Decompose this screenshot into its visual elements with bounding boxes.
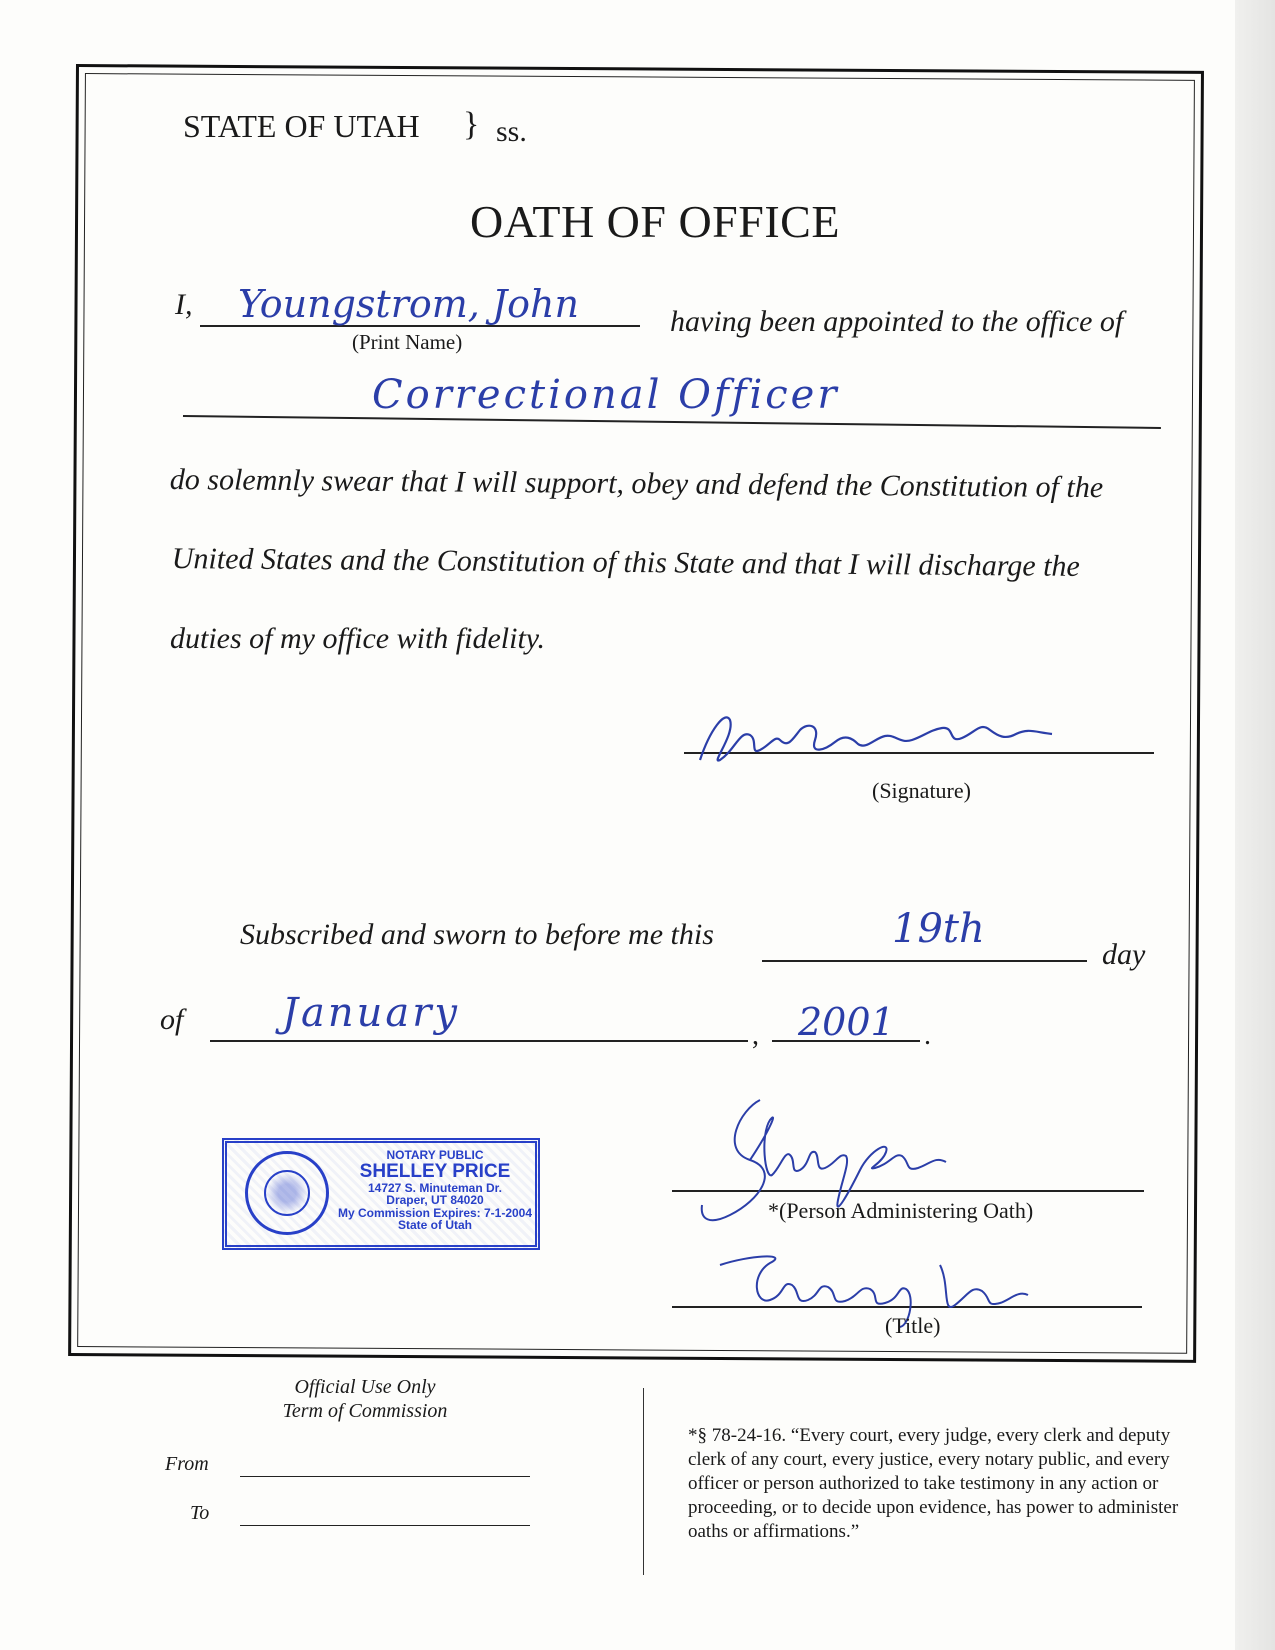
from-label: From	[165, 1453, 209, 1475]
oath-body-line-3: duties of my office with fidelity.	[170, 622, 545, 655]
handwritten-month: January	[282, 990, 460, 1036]
stamp-notary-public: NOTARY PUBLIC	[386, 1148, 484, 1162]
appointed-text: having been appointed to the office of	[670, 305, 1124, 338]
administering-caption: *(Person Administering Oath)	[768, 1198, 1034, 1223]
brace-symbol: }	[463, 106, 480, 143]
state-seal-icon	[245, 1151, 329, 1235]
notary-signature-scribble	[690, 1090, 990, 1260]
to-label: To	[190, 1502, 210, 1524]
day-line	[762, 960, 1087, 962]
page-title: OATH OF OFFICE	[470, 196, 840, 247]
from-line[interactable]	[240, 1476, 530, 1477]
subscribed-text: Subscribed and sworn to before me this	[240, 918, 714, 951]
seal-center	[264, 1170, 310, 1216]
oath-body-line-1: do solemnly swear that I will support, obey and defend the Constitution of the	[169, 463, 1104, 505]
period: .	[924, 1020, 931, 1051]
stamp-text-block	[337, 1149, 533, 1232]
official-use-heading: Official Use Only	[294, 1376, 436, 1398]
to-line[interactable]	[240, 1525, 530, 1526]
i-label: I,	[175, 288, 193, 321]
of-label: of	[160, 1003, 184, 1036]
handwritten-day: 19th	[892, 906, 985, 952]
stamp-address: 14727 S. Minuteman Dr.	[367, 1180, 503, 1195]
handwritten-year: 2001	[798, 1000, 895, 1044]
statute-footnote: *§ 78-24-16. “Every court, every judge, every clerk and deputy clerk of any court, every justice, every notary public, and every officer or person authorized to take testimony in any action or proceeding, or to decide upon evidence, has power to administer oaths or affirmations.”	[688, 1425, 1179, 1542]
title-caption: (Title)	[885, 1313, 941, 1338]
handwritten-name: Youngstrom, John	[238, 282, 579, 326]
signature-caption: (Signature)	[872, 778, 971, 803]
comma: ,	[752, 1020, 759, 1051]
stamp-city: Draper, UT 84020	[386, 1193, 484, 1208]
month-line	[210, 1040, 748, 1042]
print-name-caption: (Print Name)	[352, 330, 463, 354]
ss-label: ss.	[496, 115, 527, 148]
signature-scribble	[680, 700, 1080, 780]
stamp-state: State of Utah	[397, 1218, 472, 1233]
handwritten-office: Correctional Officer	[372, 372, 840, 418]
stamp-notary-name: SHELLEY PRICE	[359, 1160, 511, 1182]
term-of-commission-heading: Term of Commission	[282, 1400, 448, 1422]
day-label: day	[1102, 938, 1146, 971]
vertical-divider	[643, 1388, 644, 1575]
page-edge	[1235, 0, 1275, 1650]
title-signature-scribble	[710, 1245, 1050, 1335]
state-heading: STATE OF UTAH	[183, 108, 420, 144]
oath-body-line-2: United States and the Constitution of this State and that I will discharge the	[171, 542, 1080, 583]
stamp-expiration: My Commission Expires: 7-1-2004	[337, 1205, 533, 1220]
notary-stamp	[222, 1138, 540, 1250]
